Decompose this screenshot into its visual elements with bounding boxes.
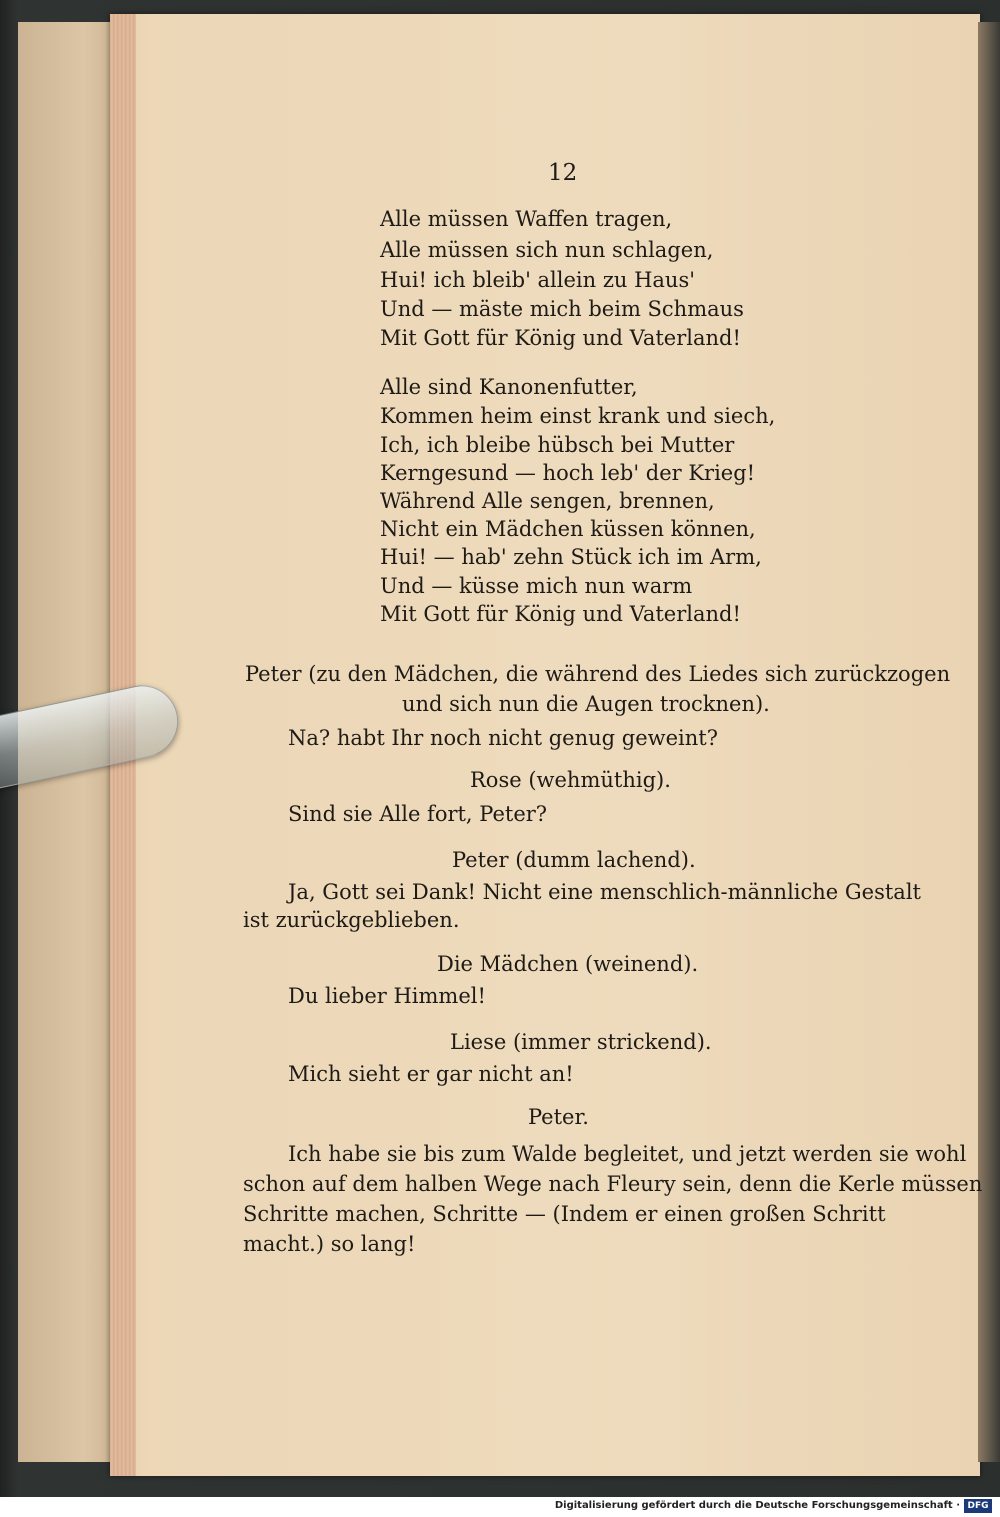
verse-line: Und — mäste mich beim Schmaus	[380, 297, 744, 321]
stage-direction: Peter (zu den Mädchen, die während des Liedes sich zurückzogen	[245, 662, 951, 686]
dialogue-line: Schritte machen, Schritte — (Indem er einen großen Schritt	[243, 1202, 886, 1226]
verse-line: Während Alle sengen, brennen,	[380, 489, 715, 513]
verse-line: Alle sind Kanonenfutter,	[380, 375, 638, 399]
speaker-label: Die Mädchen (weinend).	[437, 952, 699, 976]
footer-credit: Digitalisierung gefördert durch die Deutsche Forschungsgemeinschaft ·	[554, 1500, 960, 1511]
verse-line: Ich, ich bleibe hübsch bei Mutter	[380, 433, 735, 457]
speaker-label: Liese (immer strickend).	[450, 1030, 712, 1054]
dialogue-line: Na? habt Ihr noch nicht genug geweint?	[288, 726, 718, 750]
dfg-logo-icon: DFG	[964, 1499, 992, 1513]
dialogue-line: Mich sieht er gar nicht an!	[288, 1062, 574, 1086]
speaker-label: Rose (wehmüthig).	[470, 768, 671, 792]
speaker-label: Peter (dumm lachend).	[452, 848, 696, 872]
verse-line: Hui! — hab' zehn Stück ich im Arm,	[380, 545, 762, 569]
dialogue-line: Ich habe sie bis zum Walde begleitet, und jetzt werden sie wohl	[288, 1142, 967, 1166]
book-binding-edge	[978, 22, 1000, 1462]
dialogue-line: Du lieber Himmel!	[288, 984, 486, 1008]
verse-line: Mit Gott für König und Vaterland!	[380, 326, 741, 350]
verse-line: Alle müssen Waffen tragen,	[380, 207, 673, 231]
verse-line: Alle müssen sich nun schlagen,	[380, 238, 714, 262]
verse-line: Nicht ein Mädchen küssen können,	[380, 517, 756, 541]
dialogue-line: ist zurückgeblieben.	[243, 908, 460, 932]
verse-line: Kerngesund — hoch leb' der Krieg!	[380, 461, 756, 485]
dialogue-line: Ja, Gott sei Dank! Nicht eine menschlich-männliche Gestalt	[288, 880, 921, 904]
speaker-label: Peter.	[528, 1105, 589, 1129]
verse-line: Hui! ich bleib' allein zu Haus'	[380, 268, 696, 292]
dialogue-line: Sind sie Alle fort, Peter?	[288, 802, 548, 826]
stage-direction: und sich nun die Augen trocknen).	[402, 692, 770, 716]
dialogue-line: macht.) so lang!	[243, 1232, 416, 1256]
verse-line: Mit Gott für König und Vaterland!	[380, 602, 741, 626]
verse-line: Und — küsse mich nun warm	[380, 574, 693, 598]
dialogue-line: schon auf dem halben Wege nach Fleury sein, denn die Kerle müssen	[243, 1172, 983, 1196]
page-number: 12	[548, 160, 578, 186]
verse-line: Kommen heim einst krank und siech,	[380, 404, 776, 428]
